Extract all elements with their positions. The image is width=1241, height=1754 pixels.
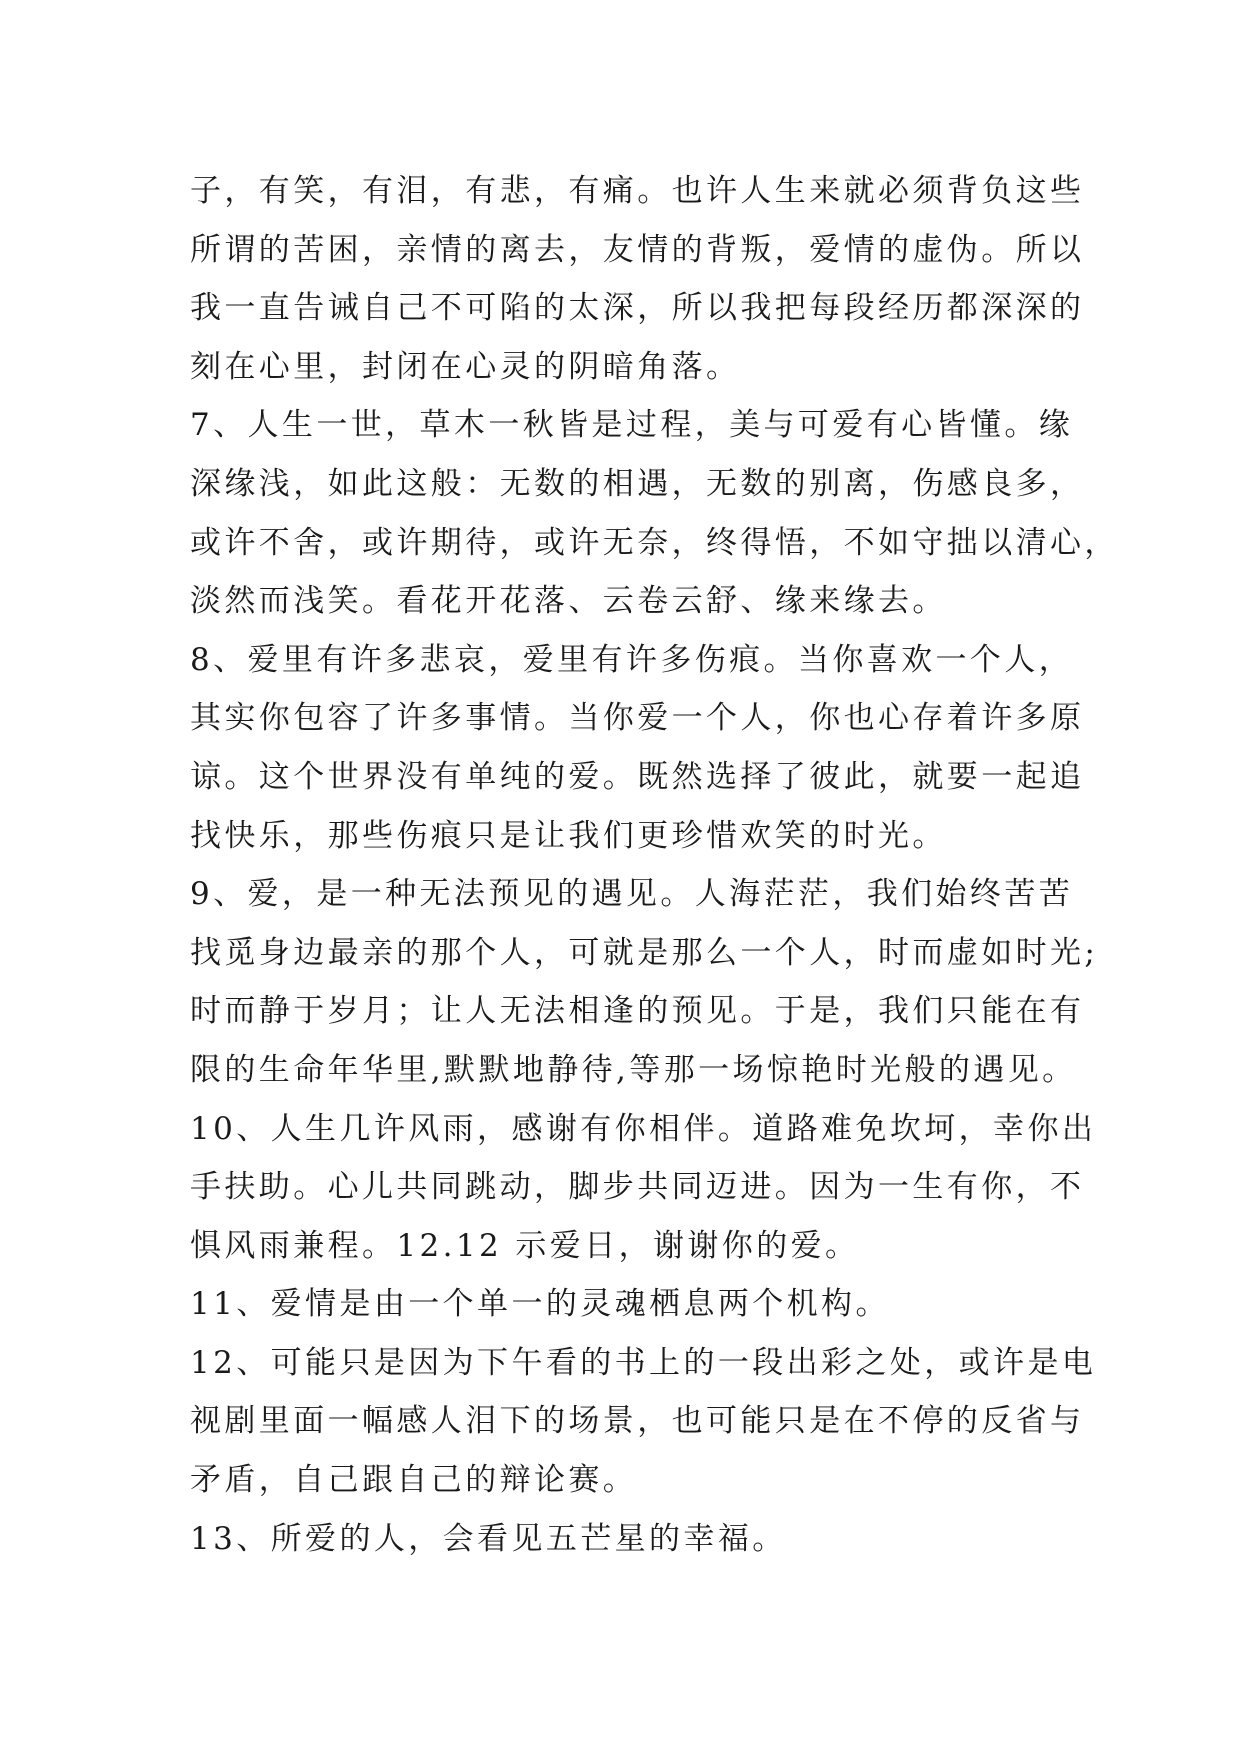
text-line: 8、爱里有许多悲哀，爱里有许多伤痕。当你喜欢一个人， xyxy=(190,641,1074,678)
text-line: 深缘浅，如此这般：无数的相遇，无数的别离，伤感良多， xyxy=(190,465,1085,502)
text-line: 10、人生几许风雨，感谢有你相伴。道路难免坎坷，幸你出 xyxy=(190,1110,1097,1147)
text-line: 矛盾，自己跟自己的辩论赛。 xyxy=(190,1462,638,1499)
text-line: 淡然而浅笑。看花开花落、云卷云舒、缘来缘去。 xyxy=(190,583,947,620)
text-line: 其实你包容了许多事情。当你爱一个人，你也心存着许多原 xyxy=(190,700,1085,737)
text-line: 谅。这个世界没有单纯的爱。既然选择了彼此，就要一起追 xyxy=(190,758,1085,795)
text-line: 找快乐，那些伤痕只是让我们更珍惜欢笑的时光。 xyxy=(190,817,947,854)
text-line: 找觅身边最亲的那个人，可就是那么一个人，时而虚如时光; xyxy=(190,934,1099,971)
text-line: 子，有笑，有泪，有悲，有痛。也许人生来就必须背负这些 xyxy=(190,173,1085,209)
text-line: 刻在心里，封闭在心灵的阴暗角落。 xyxy=(190,348,741,385)
text-line: 视剧里面一幅感人泪下的场景，也可能只是在不停的反省与 xyxy=(190,1403,1085,1440)
text-line: 时而静于岁月；让人无法相逢的预见。于是，我们只能在有 xyxy=(190,993,1085,1030)
text-line: 13、所爱的人，会看见五芒星的幸福。 xyxy=(190,1520,787,1557)
text-line: 7、人生一世，草木一秋皆是过程，美与可爱有心皆懂。缘 xyxy=(190,407,1074,444)
text-line: 手扶助。心儿共同跳动，脚步共同迈进。因为一生有你，不 xyxy=(190,1169,1085,1206)
text-line: 限的生命年华里,默默地静待,等那一场惊艳时光般的遇见。 xyxy=(190,1051,1077,1088)
text-line: 12、可能只是因为下午看的书上的一段出彩之处，或许是电 xyxy=(190,1344,1097,1381)
text-line: 惧风雨兼程。12.12 示爱日，谢谢你的爱。 xyxy=(190,1227,860,1264)
text-line: 我一直告诫自己不可陷的太深，所以我把每段经历都深深的 xyxy=(190,290,1085,327)
text-line: 11、爱情是由一个单一的灵魂栖息两个机构。 xyxy=(190,1286,890,1323)
document-body xyxy=(190,162,1119,1568)
text-line: 9、爱，是一种无法预见的遇见。人海茫茫，我们始终苦苦 xyxy=(190,876,1074,913)
text-line: 所谓的苦困，亲情的离去，友情的背叛，爱情的虚伪。所以 xyxy=(190,231,1085,268)
text-line: 或许不舍，或许期待，或许无奈，终得悟，不如守拙以清心， xyxy=(190,524,1119,561)
